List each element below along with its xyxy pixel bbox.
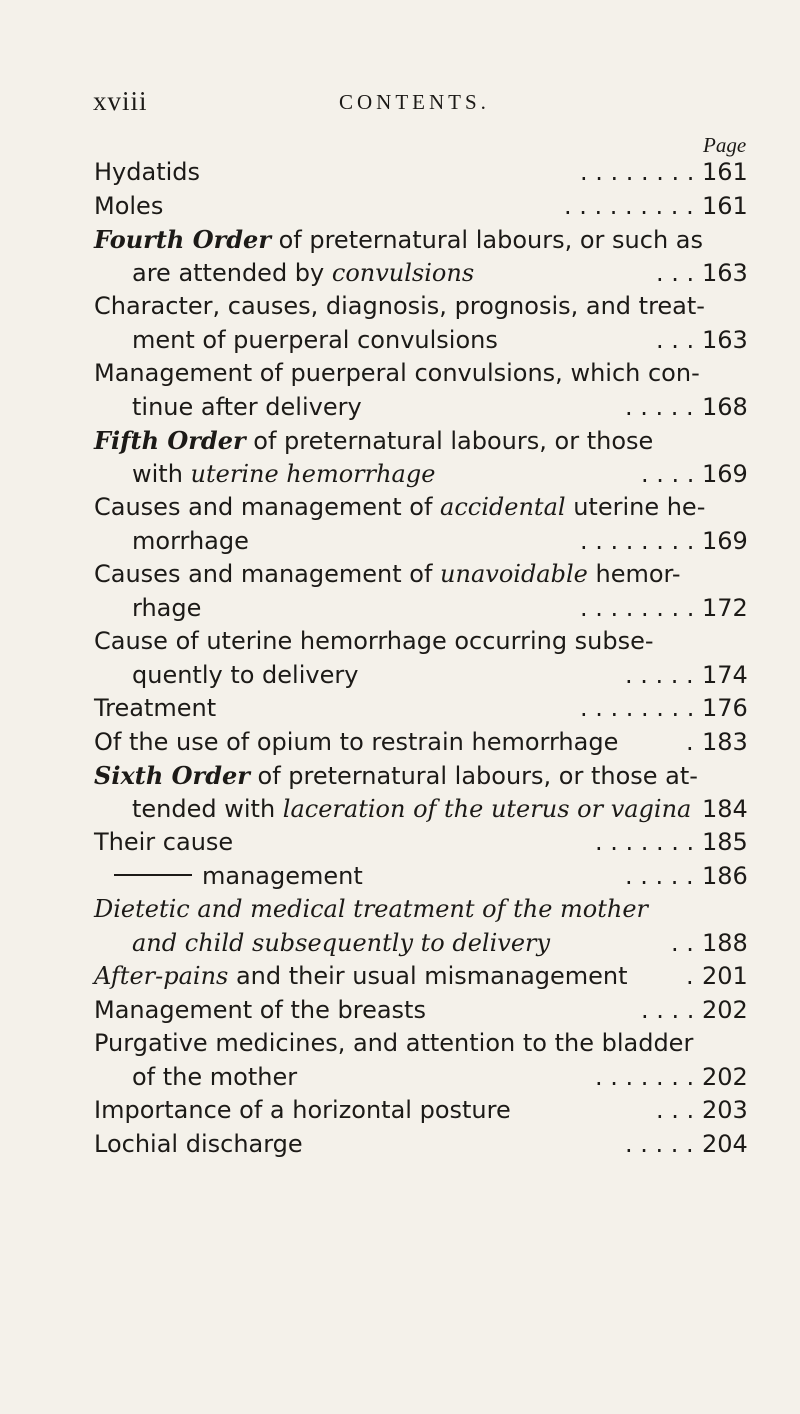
- toc-entry: [94, 1128, 754, 1162]
- toc-entry: [94, 1094, 754, 1128]
- entry-text: After-pains and their usual mismanagement: [94, 962, 628, 990]
- toc-entry: [94, 424, 754, 491]
- toc-entry-line: [94, 458, 754, 492]
- toc-page-number: 161: [702, 191, 748, 220]
- italic-text: convulsions: [331, 258, 475, 287]
- page-header: [93, 86, 703, 122]
- entry-text: Of the use of opium to restrain hemorrhage: [94, 727, 619, 756]
- table-of-contents: [94, 156, 754, 1161]
- toc-entry-line: [94, 324, 754, 358]
- toc-entry-line: [94, 223, 754, 257]
- entry-text: Causes and management of unavoidable hemor-: [94, 560, 681, 588]
- toc-entry-line: [94, 357, 754, 391]
- leader-dots: . . . . .: [625, 392, 694, 421]
- toc-entry-line: [94, 826, 754, 860]
- entry-text: with uterine hemorrhage: [132, 459, 436, 488]
- toc-entry-line: [94, 491, 754, 525]
- leader-dots: . . . .: [641, 995, 695, 1024]
- toc-entry-line: [94, 659, 754, 693]
- toc-entry: [94, 223, 754, 290]
- entry-text: are attended by convulsions: [132, 258, 475, 287]
- toc-page-number: 183: [702, 727, 748, 756]
- page-column-label: Page: [703, 133, 747, 157]
- leader-dots: . . . . . . .: [595, 828, 695, 856]
- leader-dots: . . .: [656, 1096, 695, 1124]
- leader-dots: . . . .: [641, 459, 695, 488]
- entry-text: management: [94, 860, 363, 894]
- toc-entry: [94, 692, 754, 726]
- toc-entry-line: [94, 424, 754, 458]
- toc-entry: [94, 625, 754, 692]
- toc-entry: [94, 558, 754, 625]
- leader-dots: . . . . .: [625, 861, 694, 890]
- italic-text: accidental: [440, 493, 566, 521]
- toc-entry: [94, 1027, 754, 1094]
- leader-dots: . . . . . . .: [595, 1062, 695, 1091]
- italic-text: uterine hemorrhage: [190, 459, 436, 488]
- toc-page-number: 163: [702, 258, 748, 287]
- entry-text: Character, causes, diagnosis, prognosis, and treat-: [94, 292, 705, 320]
- toc-page-number: 203: [702, 1096, 748, 1124]
- entry-text: [94, 927, 550, 961]
- toc-entry: [94, 893, 754, 960]
- toc-entry-line: [94, 1094, 754, 1128]
- toc-entry-line: [94, 257, 754, 291]
- leader-dots: . . .: [656, 325, 695, 354]
- entry-text: Lochial discharge: [94, 1129, 303, 1158]
- toc-entry: [94, 290, 754, 357]
- toc-page-number: 184: [702, 794, 748, 823]
- toc-page-number: 201: [702, 962, 748, 990]
- entry-text: Treatment: [94, 694, 217, 722]
- toc-entry-line: [94, 893, 754, 927]
- italic-text: unavoidable: [440, 560, 588, 588]
- toc-entry-line: [94, 1128, 754, 1162]
- entry-text: ment of puerperal convulsions: [132, 325, 498, 354]
- entry-text: Purgative medicines, and attention to the bladder: [94, 1029, 694, 1057]
- entry-text: of the mother: [132, 1062, 298, 1091]
- toc-page-number: 188: [702, 928, 748, 957]
- leader-dots: . . . . . . . .: [580, 694, 695, 722]
- leader-dots: . . . . . . . .: [580, 526, 695, 555]
- toc-entry-line: [94, 726, 754, 760]
- entry-text: Their cause: [94, 828, 234, 856]
- toc-entry-line: [94, 759, 754, 793]
- toc-entry-line: [94, 156, 754, 190]
- toc-page-number: 161: [702, 158, 748, 186]
- toc-entry: [94, 190, 754, 224]
- leader-dots: . . . . .: [625, 660, 694, 689]
- toc-page-number: 174: [702, 660, 748, 689]
- entry-text: Moles: [94, 191, 164, 220]
- leader-dots: . . . . . . . .: [580, 593, 695, 622]
- entry-text: morrhage: [132, 526, 249, 555]
- running-title: CONTENTS.: [339, 90, 490, 114]
- toc-entry: [94, 156, 754, 190]
- toc-page-number: 202: [702, 1062, 748, 1091]
- toc-page-number: 202: [702, 995, 748, 1024]
- entry-text: quently to delivery: [132, 660, 359, 689]
- toc-entry-line: [94, 1061, 754, 1095]
- entry-text: Hydatids: [94, 158, 201, 186]
- entry-text: Cause of uterine hemorrhage occurring subse-: [94, 627, 654, 655]
- leader-dots: . . . . . . . .: [580, 158, 695, 186]
- leader-dots: . . . . . . . . .: [564, 191, 694, 220]
- italic-text: Dietetic and medical treatment of the mother: [94, 895, 649, 923]
- toc-page-number: 186: [702, 861, 748, 890]
- toc-entry: [94, 960, 754, 994]
- entry-text: rhage: [132, 593, 202, 622]
- toc-entry: [94, 491, 754, 558]
- toc-page-number: 163: [702, 325, 748, 354]
- toc-entry: [94, 994, 754, 1028]
- order-heading: Fourth Order: [94, 225, 271, 254]
- entry-text: Importance of a horizontal posture: [94, 1096, 511, 1124]
- toc-entry-line: [94, 927, 754, 961]
- toc-entry-line: [94, 994, 754, 1028]
- toc-entry: [94, 726, 754, 760]
- toc-entry-line: [94, 558, 754, 592]
- entry-text: Fourth Order of preternatural labours, or such as: [94, 225, 704, 254]
- entry-text: Causes and management of accidental uterine he-: [94, 493, 706, 521]
- toc-entry-line: [94, 592, 754, 626]
- entry-text: tended with laceration of the uterus or vagina: [132, 794, 692, 823]
- toc-entry-line: [94, 1027, 754, 1061]
- ditto-dash: [114, 874, 192, 876]
- toc-entry-line: [94, 290, 754, 324]
- toc-page-number: 185: [702, 828, 748, 856]
- entry-text: tinue after delivery: [132, 392, 362, 421]
- leader-dots: .: [686, 727, 694, 756]
- leader-dots: . .: [671, 928, 694, 957]
- toc-entry-line: [94, 525, 754, 559]
- toc-entry-line: [94, 860, 754, 894]
- order-heading: Sixth Order: [94, 761, 250, 790]
- toc-entry-line: [94, 625, 754, 659]
- toc-entry-line: [94, 190, 754, 224]
- toc-entry-line: [94, 692, 754, 726]
- toc-entry: [94, 759, 754, 826]
- toc-page-number: 176: [702, 694, 748, 722]
- italic-text: laceration of the uterus or vagina: [282, 794, 692, 823]
- order-heading: Fifth Order: [94, 426, 246, 455]
- toc-entry-line: [94, 960, 754, 994]
- leader-dots: . . . . .: [625, 1129, 694, 1158]
- toc-page-number: 172: [702, 593, 748, 622]
- entry-text: Management of the breasts: [94, 995, 426, 1024]
- toc-entry: [94, 357, 754, 424]
- entry-text: Sixth Order of preternatural labours, or those at-: [94, 761, 698, 790]
- entry-text: [94, 893, 648, 927]
- italic-text: and child subsequently to delivery: [132, 928, 551, 957]
- page-number: xviii: [93, 86, 148, 116]
- toc-entry-line: [94, 793, 754, 827]
- toc-entry: [94, 860, 754, 894]
- toc-page-number: 169: [702, 459, 748, 488]
- leader-dots: . . .: [656, 258, 695, 287]
- leader-dots: .: [686, 962, 694, 990]
- entry-text: Management of puerperal convulsions, which con-: [94, 359, 700, 387]
- toc-entry-line: [94, 391, 754, 425]
- entry-text: Fifth Order of preternatural labours, or those: [94, 426, 654, 455]
- toc-page-number: 169: [702, 526, 748, 555]
- toc-page-number: 204: [702, 1129, 748, 1158]
- toc-entry: [94, 826, 754, 860]
- toc-page-number: 168: [702, 392, 748, 421]
- italic-text: After-pains: [94, 962, 229, 990]
